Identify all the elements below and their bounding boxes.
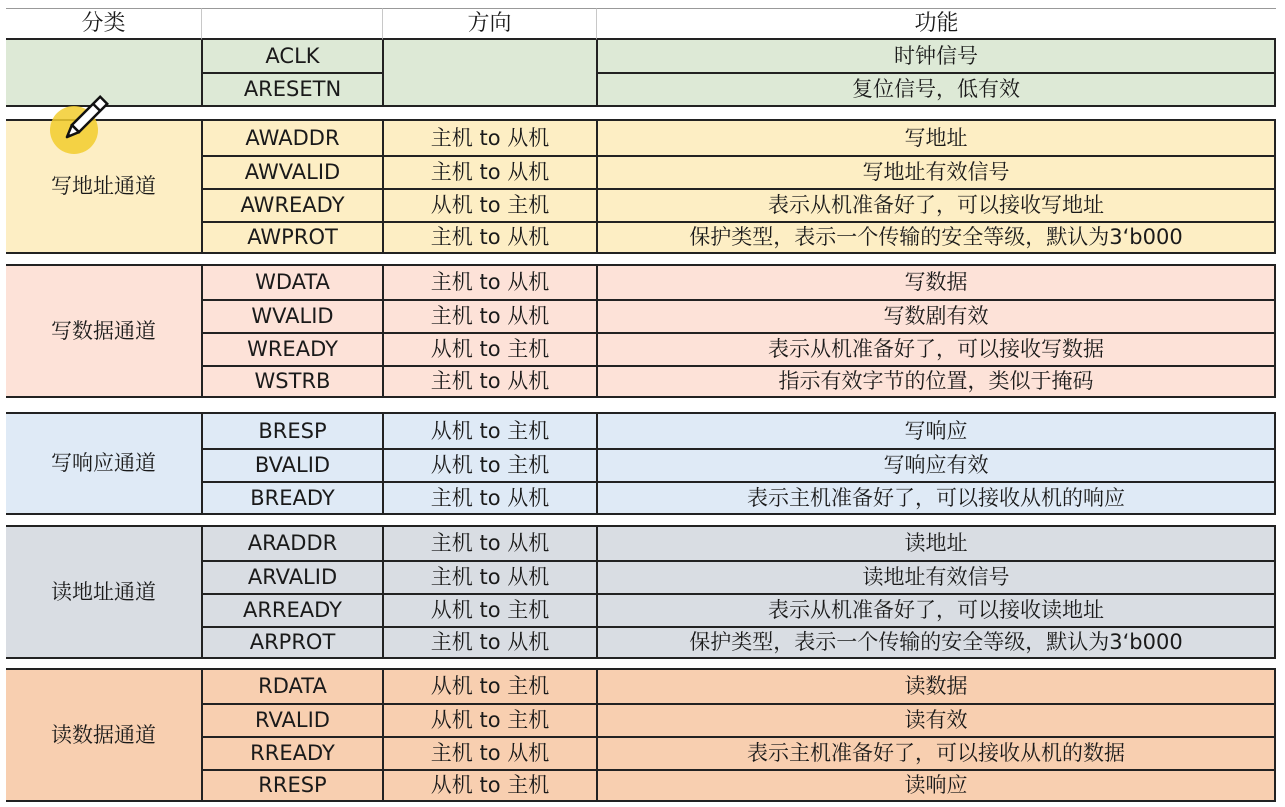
category-read-data: 读数据通道 (6, 670, 201, 800)
signal-function: 保护类型，表示一个传输的安全等级，默认为3‘b000 (596, 221, 1276, 252)
signal-function: 时钟信号 (596, 40, 1276, 72)
signal-name: BREADY (201, 481, 382, 513)
header-signal (201, 8, 382, 40)
signal-function: 写地址有效信号 (596, 155, 1276, 188)
signal-name: AWPROT (201, 221, 382, 252)
signal-name: ARVALID (201, 560, 382, 593)
signal-name: WDATA (201, 266, 382, 299)
signal-name: WSTRB (201, 365, 382, 396)
signal-name: ARREADY (201, 593, 382, 626)
direction-merged (382, 40, 596, 105)
category-write-data: 写数据通道 (6, 266, 201, 396)
header-function: 功能 (596, 8, 1276, 40)
signal-direction: 从机 to 主机 (382, 670, 596, 703)
group-separator (6, 252, 1276, 266)
signal-name: RDATA (201, 670, 382, 703)
signal-function: 表示主机准备好了，可以接收从机的数据 (596, 736, 1276, 769)
signal-direction: 从机 to 主机 (382, 332, 596, 365)
signal-function: 写数据 (596, 266, 1276, 299)
category-write-response: 写响应通道 (6, 414, 201, 513)
signal-direction: 主机 to 从机 (382, 299, 596, 332)
signal-function: 读有效 (596, 703, 1276, 736)
signal-direction: 主机 to 从机 (382, 527, 596, 560)
header-direction: 方向 (382, 8, 596, 40)
table-bottom-border (6, 800, 1276, 802)
signal-function: 指示有效字节的位置，类似于掩码 (596, 365, 1276, 396)
signal-direction: 从机 to 主机 (382, 448, 596, 481)
signal-function: 写响应有效 (596, 448, 1276, 481)
signal-direction: 主机 to 从机 (382, 481, 596, 513)
signal-function: 读响应 (596, 769, 1276, 800)
signal-direction: 从机 to 主机 (382, 188, 596, 221)
signal-name: AWREADY (201, 188, 382, 221)
signal-name: AWADDR (201, 121, 382, 155)
signal-name: ARESETN (201, 72, 382, 105)
signal-name: ACLK (201, 40, 382, 72)
group-separator (6, 396, 1276, 414)
signal-name: BRESP (201, 414, 382, 448)
group-separator (6, 657, 1276, 670)
signal-name: RRESP (201, 769, 382, 800)
category-read-address: 读地址通道 (6, 527, 201, 657)
signal-name: AWVALID (201, 155, 382, 188)
signal-function: 保护类型，表示一个传输的安全等级，默认为3‘b000 (596, 626, 1276, 657)
signal-name: WVALID (201, 299, 382, 332)
signal-function: 写数剧有效 (596, 299, 1276, 332)
signal-name: ARADDR (201, 527, 382, 560)
signal-function: 表示主机准备好了，可以接收从机的响应 (596, 481, 1276, 513)
signal-function: 复位信号，低有效 (596, 72, 1276, 105)
signal-function: 读地址 (596, 527, 1276, 560)
signal-direction: 从机 to 主机 (382, 414, 596, 448)
signal-direction: 从机 to 主机 (382, 703, 596, 736)
signal-function: 写响应 (596, 414, 1276, 448)
signal-function: 表示从机准备好了，可以接收写数据 (596, 332, 1276, 365)
signal-direction: 主机 to 从机 (382, 736, 596, 769)
signal-function: 表示从机准备好了，可以接收写地址 (596, 188, 1276, 221)
signal-direction: 主机 to 从机 (382, 155, 596, 188)
header-category: 分类 (6, 8, 201, 40)
signal-name: WREADY (201, 332, 382, 365)
signal-direction: 主机 to 从机 (382, 626, 596, 657)
signal-function: 表示从机准备好了，可以接收读地址 (596, 593, 1276, 626)
signal-direction: 主机 to 从机 (382, 365, 596, 396)
signal-name: BVALID (201, 448, 382, 481)
signal-function: 写地址 (596, 121, 1276, 155)
signal-direction: 主机 to 从机 (382, 560, 596, 593)
signal-direction: 主机 to 从机 (382, 266, 596, 299)
signal-function: 读数据 (596, 670, 1276, 703)
signal-direction: 从机 to 主机 (382, 769, 596, 800)
category-write-address: 写地址通道 (6, 121, 201, 252)
signal-name: ARPROT (201, 626, 382, 657)
signal-direction: 从机 to 主机 (382, 593, 596, 626)
signal-name: RVALID (201, 703, 382, 736)
signal-direction: 主机 to 从机 (382, 121, 596, 155)
group-separator (6, 513, 1276, 527)
signal-function: 读地址有效信号 (596, 560, 1276, 593)
group-separator (6, 105, 1276, 121)
signal-direction: 主机 to 从机 (382, 221, 596, 252)
category-global (6, 40, 201, 105)
signal-name: RREADY (201, 736, 382, 769)
